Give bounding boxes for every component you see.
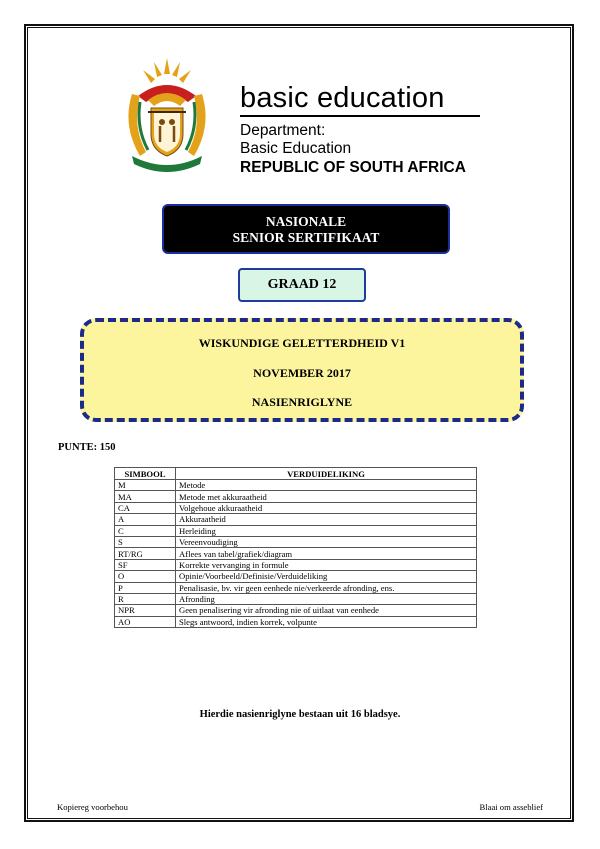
symbol-cell: RT/RG	[115, 548, 176, 559]
explanation-cell: Vereenvoudiging	[176, 536, 477, 547]
total-marks: PUNTE: 150	[58, 442, 116, 453]
subject-title: WISKUNDIGE GELETTERDHEID V1	[198, 336, 406, 350]
document-type: NASIENRIGLYNE	[251, 395, 353, 409]
explanation-cell: Afronding	[176, 593, 477, 604]
country-name: REPUBLIC OF SOUTH AFRICA	[240, 159, 466, 176]
brand-name: basic education	[240, 82, 445, 114]
symbol-cell: R	[115, 593, 176, 604]
explanation-cell: Volgehoue akkuraatheid	[176, 502, 477, 513]
table-row	[115, 491, 477, 502]
symbol-cell: CA	[115, 502, 176, 513]
explanation-cell: Opinie/Voorbeeld/Definisie/Verduideliking	[176, 571, 477, 582]
page-count-note: Hierdie nasienriglyne bestaan uit 16 bladsye.	[199, 709, 401, 720]
table-row	[115, 559, 477, 570]
symbol-cell: M	[115, 480, 176, 491]
explanation-cell: Metode met akkuraatheid	[176, 491, 477, 502]
brand-divider	[240, 115, 480, 117]
explanation-cell: Metode	[176, 480, 477, 491]
symbol-cell: O	[115, 571, 176, 582]
footer-copyright: Kopiereg voorbehou	[57, 802, 128, 812]
department-label: Department:	[240, 122, 326, 139]
certificate-line-1: NASIONALE	[265, 214, 347, 229]
table-row	[115, 605, 477, 616]
grade-badge: GRAAD 12	[238, 268, 366, 302]
table-row	[115, 616, 477, 627]
symbol-cell: C	[115, 525, 176, 536]
explanation-cell: Geen penalisering vir afronding nie of uitlaat van eenhede	[176, 605, 477, 616]
certificate-line-2: SENIOR SERTIFIKAAT	[232, 230, 380, 245]
table-row	[115, 480, 477, 491]
symbol-cell: AO	[115, 616, 176, 627]
symbol-cell: SF	[115, 559, 176, 570]
table-row	[115, 582, 477, 593]
certificate-banner	[162, 204, 450, 254]
department-name: Basic Education	[240, 140, 352, 157]
subject-panel	[80, 318, 524, 422]
symbol-cell: A	[115, 514, 176, 525]
explanation-cell: Slegs antwoord, indien korrek, volpunte	[176, 616, 477, 627]
column-header-explanation: VERDUIDELIKING	[176, 468, 477, 480]
exam-session: NOVEMBER 2017	[253, 366, 351, 380]
table-row	[115, 525, 477, 536]
table-row	[115, 548, 477, 559]
explanation-cell: Herleiding	[176, 525, 477, 536]
table-header-row	[115, 468, 477, 480]
table-row	[115, 536, 477, 547]
table-row	[115, 502, 477, 513]
explanation-cell: Korrekte vervanging in formule	[176, 559, 477, 570]
symbol-legend-table	[114, 467, 477, 628]
table-row	[115, 514, 477, 525]
explanation-cell: Aflees van tabel/grafiek/diagram	[176, 548, 477, 559]
symbol-cell: S	[115, 536, 176, 547]
symbol-cell: P	[115, 582, 176, 593]
table-row	[115, 571, 477, 582]
brand-block	[240, 82, 480, 177]
symbol-cell: NPR	[115, 605, 176, 616]
explanation-cell: Penalisasie, bv. vir geen eenhede nie/verkeerde afronding, ens.	[176, 582, 477, 593]
table-row	[115, 593, 477, 604]
explanation-cell: Akkuraatheid	[176, 514, 477, 525]
coat-of-arms-icon	[118, 56, 216, 174]
symbol-cell: MA	[115, 491, 176, 502]
footer-turn-over: Blaai om asseblief	[479, 802, 543, 812]
column-header-symbol: SIMBOOL	[115, 468, 176, 480]
